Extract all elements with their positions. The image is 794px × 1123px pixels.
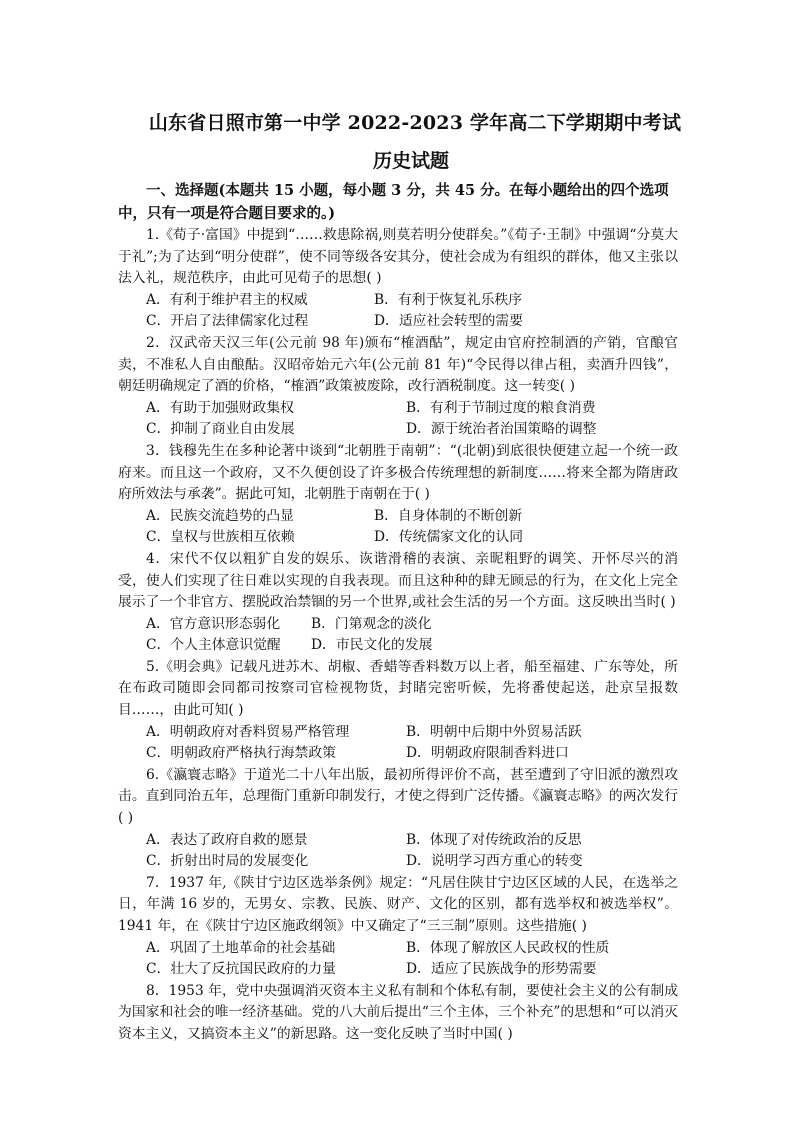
option-a: A．有助于加强财政集权 <box>146 399 294 416</box>
option-b: B．自身体制的不断创新 <box>374 507 523 524</box>
exam-content <box>118 180 678 1046</box>
option-c: C．折射出时局的发展变化 <box>146 853 309 870</box>
question-2 <box>118 333 678 441</box>
question-4 <box>118 549 678 657</box>
option-row <box>118 830 678 852</box>
option-row <box>118 419 678 441</box>
option-a: A．表达了政府自救的愿景 <box>146 831 308 848</box>
option-c: C．明朝政府严格执行海禁政策 <box>146 745 336 762</box>
option-b: B．门第观念的淡化 <box>311 615 432 632</box>
question-stem: 2．汉武帝天汉三年(公元前 98 年)颁布“榷酒酤”，规定由官府控制酒的产销，官酿官卖，不准私人自由酿酤。汉昭帝始元六年(公元前 81 年)“令民得以律占租，卖酒升四钱”，朝廷明确规定了酒的价格，“榷酒”政策被废除，改行酒税制度。这一转变( ) <box>118 334 678 395</box>
option-d: D．市民文化的发展 <box>311 637 433 654</box>
option-row <box>118 614 678 636</box>
option-c: C．皇权与世族相互依赖 <box>146 529 295 546</box>
option-d: D．说明学习西方重心的转变 <box>406 853 583 870</box>
option-a: A．官方意识形态弱化 <box>146 615 281 632</box>
exam-title: 山东省日照市第一中学 2022-2023 学年高二下学期期中考试 <box>148 112 682 134</box>
option-b: B．体现了解放区人民政权的性质 <box>406 939 610 956</box>
question-stem: 7．1937 年,《陕甘宁边区选举条例》规定：“凡居住陕甘宁边区区域的人民，在选举之日，年满 16 岁的，无男女、宗教、民族、财产、文化的区别，都有选举权和被选举权”。1941 年，在《陕甘宁边区施政纲领》中又确定了“三三制”原则。这些措施( ) <box>118 874 678 934</box>
question-6 <box>118 765 678 873</box>
option-row <box>118 506 678 528</box>
option-c: C．抑制了商业自由发展 <box>146 421 295 438</box>
option-d: D．适应了民族战争的形势需要 <box>406 961 597 978</box>
question-3 <box>118 441 678 549</box>
option-c: C．壮大了反抗国民政府的力量 <box>146 961 336 978</box>
question-1 <box>118 225 678 333</box>
option-d: D．源于统治者治国策略的调整 <box>406 421 597 438</box>
section-heading: 一、选择题(本题共 15 小题，每小题 3 分，共 45 分。在每小题给出的四个选项中，只有一项是符合题目要求的。) <box>118 182 669 222</box>
option-row <box>118 722 678 744</box>
option-b: B．体现了对传统政治的反思 <box>406 831 582 848</box>
option-row <box>118 398 678 420</box>
option-row <box>118 527 678 549</box>
question-8 <box>118 981 678 1046</box>
question-stem: 8．1953 年，党中央强调消灭资本主义私有制和个体私有制，要使社会主义的公有制成为国家和社会的唯一经济基础。党的八大前后提出“三个主体，三个补充”的思想和“可以消灭资本主义，又搞资本主义”的新思路。这一变化反映了当时中国( ) <box>118 982 678 1042</box>
option-a: A．有利于维护君主的权威 <box>146 291 308 308</box>
question-stem: 3．钱穆先生在多种论著中谈到“北朝胜于南朝”：“(北朝)到底很快便建立起一个统一政府来。而且这一个政府，又不久便创设了许多极合传统理想的新制度……将来全都为隋唐政府所效法与承袭”。据此可知，北朝胜于南朝在于( ) <box>118 442 678 503</box>
exam-subtitle: 历史试题 <box>372 150 449 172</box>
question-stem: 1.《荀子·富国》中提到“……救患除祸,则莫若明分使群矣。”《荀子·王制》中强调“分莫大于礼”;为了达到“明分使群”，使不同等级各安其分，使社会成为有组织的群体，他又主张以法入礼，规范秩序，由此可见荀子的思想( ) <box>118 227 678 287</box>
option-row <box>118 743 678 765</box>
option-d: D．适应社会转型的需要 <box>374 313 524 330</box>
option-row <box>118 851 678 873</box>
option-c: C．个人主体意识觉醒 <box>146 637 281 654</box>
question-stem: 5.《明会典》记载凡进苏木、胡椒、香蜡等香料数万以上者，船至福建、广东等处，所在布政司随即会同都司按察司官检视物货，封睹完密听候，先将番使起送，赴京呈报数目……，由此可知( ) <box>118 658 678 719</box>
option-b: B．有利于节制过度的粮食消费 <box>406 399 596 416</box>
option-row <box>118 290 678 312</box>
option-row <box>118 635 678 657</box>
option-row <box>118 959 678 981</box>
option-d: D．传统儒家文化的认同 <box>374 529 524 546</box>
option-a: A．明朝政府对香料贸易严格管理 <box>146 723 350 740</box>
option-a: A．巩固了土地革命的社会基础 <box>146 939 336 956</box>
question-stem: 6.《瀛寰志略》于道光二十八年出版，最初所得评价不高，甚至遭到了守旧派的激烈攻击。直到同治五年，总理衙门重新印制发行，才使之得到广泛传播。《瀛寰志略》的两次发行( ) <box>118 766 678 827</box>
option-d: D．明朝政府限制香料进口 <box>406 745 569 762</box>
option-c: C．开启了法律儒家化过程 <box>146 313 309 330</box>
question-stem: 4．宋代不仅以粗犷自发的娱乐、诙谐滑稽的表演、亲昵粗野的调笑、开怀尽兴的消受，使人们实现了往日难以实现的自我表现。而且这种种的肆无顾忌的行为，在文化上完全展示了一个非官方、摆脱政治禁锢的另一个世界,或社会生活的另一个方面。这反映出当时( ) <box>118 550 678 611</box>
option-b: B．明朝中后期中外贸易活跃 <box>406 723 582 740</box>
option-row <box>118 938 678 960</box>
question-7 <box>118 873 678 981</box>
option-row <box>118 311 678 333</box>
option-a: A．民族交流趋势的凸显 <box>146 507 294 524</box>
question-5 <box>118 657 678 765</box>
option-b: B．有利于恢复礼乐秩序 <box>374 291 523 308</box>
